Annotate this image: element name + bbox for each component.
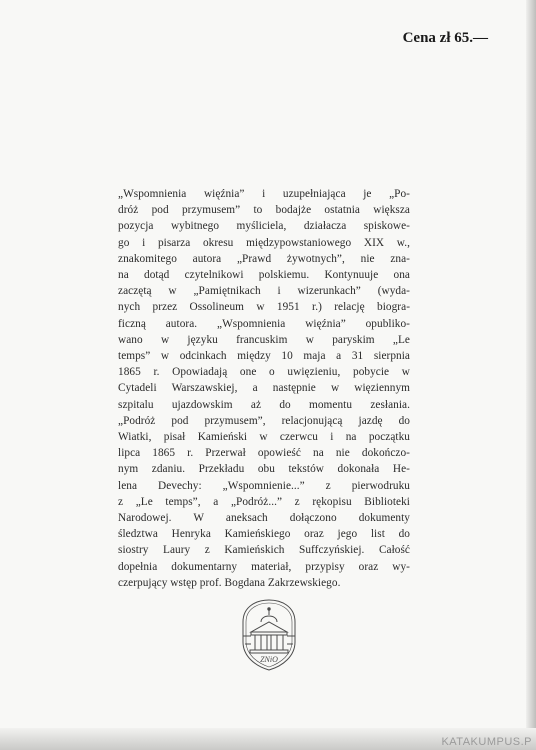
- description-line: śledztwa Henryka Kamieńskiego oraz jego list do: [118, 528, 410, 541]
- description-line: Cytadeli Warszawskiej, a następnie w więziennym: [118, 382, 410, 395]
- description-line: temps” w odcinkach między 10 maja a 31 sierpnia: [118, 350, 410, 363]
- description-line: go i pisarza okresu międzypowstaniowego XIX w.,: [118, 236, 410, 249]
- description-line: pozycja wybitnego myśliciela, działacza spiskowe-: [118, 220, 410, 233]
- description-line: Narodowej. W aneksach dołączono dokumenty: [118, 512, 410, 525]
- description-line: 1865 r. Opowiadają one o uwięzieniu, pobycie w: [118, 366, 410, 379]
- description-line: nych przez Ossolineum w 1951 r.) relację biogra-: [118, 301, 410, 314]
- description-line: szpitalu ujazdowskim aż do momentu zesłania.: [118, 398, 410, 411]
- description-line: dróż pod przymusem” to bodajże ostatnia większa: [118, 204, 410, 217]
- description-line: nym zdaniu. Przekładu obu tekstów dokonała He-: [118, 463, 410, 476]
- description-line: na dotąd czytelnikowi polskiemu. Kontynuuje ona: [118, 269, 410, 282]
- description-line: lipca 1865 r. Przerwał opowieść na nie dokończo-: [118, 447, 410, 460]
- description-line: Wiatki, pisał Kamieński w czerwcu i na początku: [118, 431, 410, 444]
- description-line: ficzną autora. „Wspomnienia więźnia” opubliko-: [118, 317, 410, 330]
- description-line: siostry Laury z Kamieńskich Suffczyńskiej. Całość: [118, 544, 410, 557]
- description-line: znakomitego autora „Prawd żywotnych”, nie zna-: [118, 252, 410, 265]
- description-line: zaczętą w „Pamiętnikach i wizerunkach” (wyda-: [118, 285, 410, 298]
- page-edge-shadow-right: [526, 0, 536, 750]
- watermark: KATAKUMPUS.P: [441, 736, 532, 748]
- description-line: dopełnia dokumentarny materiał, przypisy oraz wy-: [118, 560, 410, 573]
- description-line: wano w języku francuskim w paryskim „Le: [118, 333, 410, 346]
- description-line: „Wspomnienia więźnia” i uzupełniająca je „Po-: [118, 188, 410, 200]
- description-line: z „Le temps”, a „Podróż...” z rękopisu Biblioteki: [118, 495, 410, 508]
- description-line: lena Devechy: „Wspomnienie...” z pierwodruku: [118, 479, 410, 492]
- price-label: Cena zł 65.—: [402, 30, 488, 46]
- book-description: [118, 186, 410, 591]
- description-line: czerpujący wstęp prof. Bogdana Zakrzewskiego.: [118, 576, 341, 589]
- logo-monogram: ZNiO: [260, 655, 278, 664]
- ossolineum-building-emblem-icon: [237, 598, 301, 672]
- description-line: „Podróż pod przymusem”, relacjonującą jazdę do: [118, 414, 410, 427]
